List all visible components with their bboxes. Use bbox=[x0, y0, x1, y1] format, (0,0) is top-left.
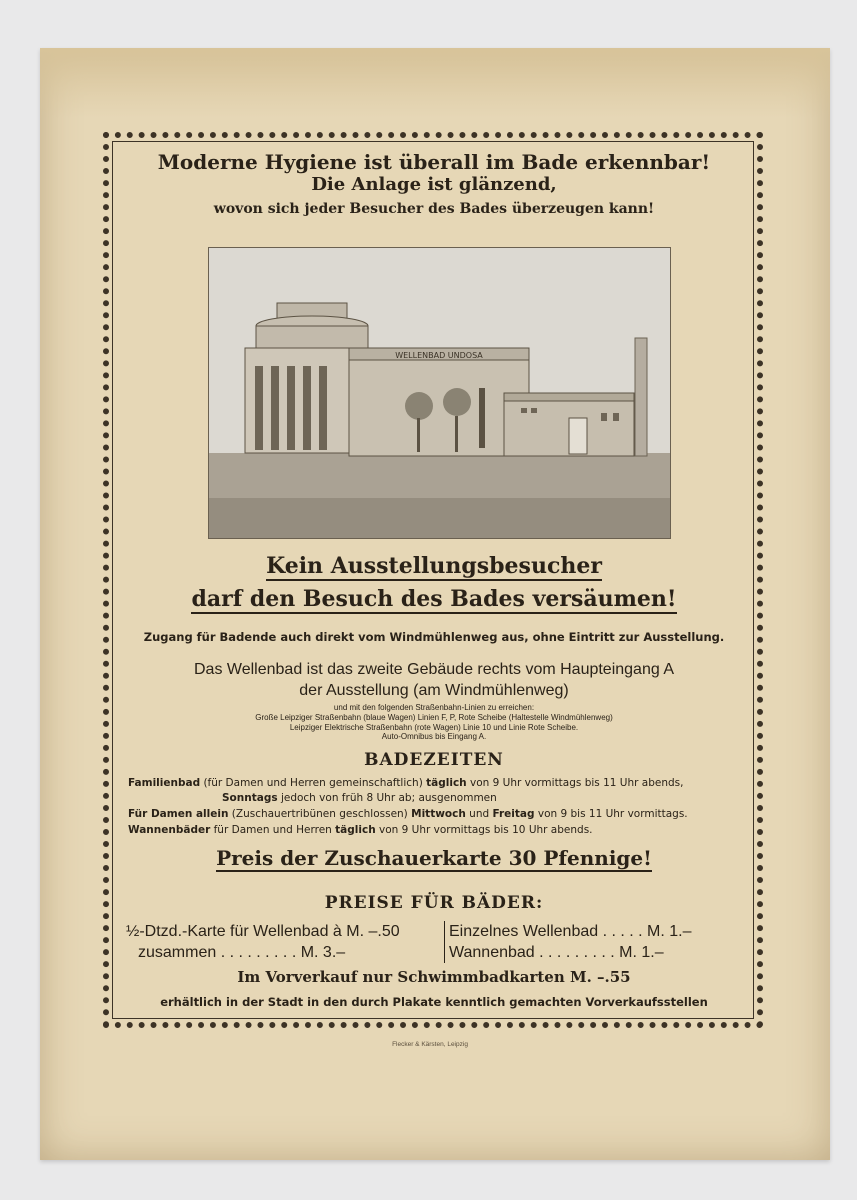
price-right1: Einzelnes Wellenbad . . . . . M. 1.– bbox=[444, 921, 746, 942]
building-illustration bbox=[209, 248, 670, 538]
location-line2: der Ausstellung (am Windmühlenweg) bbox=[299, 682, 569, 699]
printer-imprint: Flecker & Kärsten, Leipzig bbox=[392, 1041, 468, 1048]
headline-line1: Moderne Hygiene ist überall im Bade erkennbar! bbox=[157, 150, 711, 174]
building-sign: WELLENBAD UNDOSA bbox=[395, 351, 483, 360]
call-line1: Kein Ausstellungsbesucher bbox=[266, 553, 602, 579]
transit-line3: Auto-Omnibus bis Eingang A. bbox=[381, 732, 487, 741]
call-line2: darf den Besuch des Bades versäumen! bbox=[191, 586, 677, 612]
badezeiten-row4: Wannenbäder für Damen und Herren täglich von 9 Uhr vormittags bis 10 Uhr abends. bbox=[128, 824, 593, 836]
transit-intro: und mit den folgenden Straßenbahn-Linien zu erreichen: bbox=[333, 703, 535, 712]
location-line1: Das Wellenbad ist das zweite Gebäude rechts vom Haupteingang A bbox=[194, 661, 674, 678]
vorverkauf: Im Vorverkauf nur Schwimmbadkarten M. –.55 bbox=[237, 968, 631, 986]
headline bbox=[118, 150, 750, 218]
price-left2: zusammen . . . . . . . . . M. 3.– bbox=[138, 944, 346, 961]
badezeiten-title: BADEZEITEN bbox=[364, 750, 504, 770]
zuschauer-price: Preis der Zuschauerkarte 30 Pfennige! bbox=[216, 846, 652, 870]
preise-title: PREISE FÜR BÄDER: bbox=[324, 893, 544, 913]
price-left1: ½-Dtzd.-Karte für Wellenbad à M. –.50 bbox=[126, 923, 400, 940]
transit-line1: Große Leipziger Straßenbahn (blaue Wagen) Linien F, P, Rote Scheibe (Haltestelle Windmühlenweg) bbox=[255, 713, 613, 722]
transit-line2: Leipziger Elektrische Straßenbahn (rote Wagen) Linie 10 und Linie Rote Scheibe. bbox=[289, 723, 579, 732]
building-photo bbox=[208, 247, 671, 539]
price-right2: Wannenbad . . . . . . . . . M. 1.– bbox=[444, 942, 746, 963]
access-note: Zugang für Badende auch direkt vom Windmühlenweg aus, ohne Eintritt zur Ausstellung. bbox=[143, 630, 725, 644]
badezeiten-row3: Für Damen allein (Zuschauertribünen geschlossen) Mittwoch und Freitag von 9 bis 11 Uhr vormittags. bbox=[128, 808, 688, 820]
headline-line2: Die Anlage ist glänzend, bbox=[311, 174, 557, 195]
headline-line3: wovon sich jeder Besucher des Bades überzeugen kann! bbox=[213, 201, 655, 217]
erhaeltlich: erhältlich in der Stadt in den durch Plakate kenntlich gemachten Vorverkaufsstellen bbox=[160, 995, 708, 1009]
badezeiten-row1: Familienbad (für Damen und Herren gemeinschaftlich) täglich von 9 Uhr vormittags bis 11 Uhr abends, bbox=[128, 777, 684, 789]
badezeiten-row2: Sonntags jedoch von früh 8 Uhr ab; ausgenommen bbox=[222, 792, 497, 804]
